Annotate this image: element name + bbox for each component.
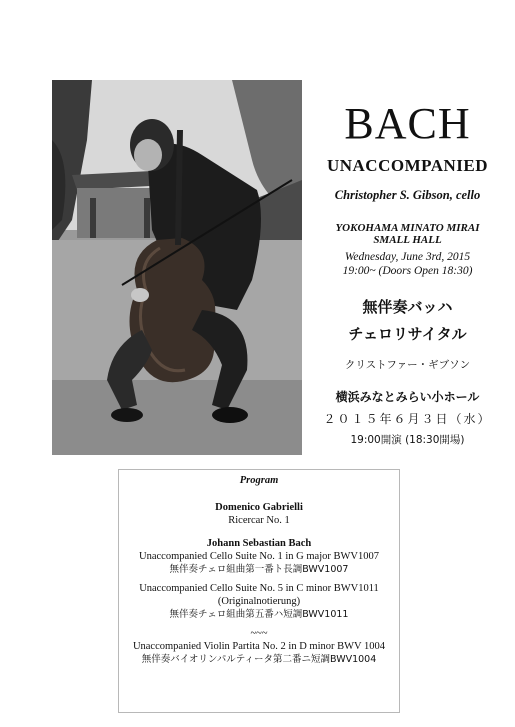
piece-partita-en: Unaccompanied Violin Partita No. 2 in D minor BWV 1004 xyxy=(132,641,386,652)
event-date: Wednesday, June 3rd, 2015 xyxy=(344,251,471,263)
poster-subtitle: UNACCOMPANIED xyxy=(326,156,489,175)
piece-suite5-jp: 無伴奏チェロ組曲第五番ハ短調BWV1011 xyxy=(169,609,349,620)
poster-title: BACH xyxy=(344,99,471,148)
piece-ricercar: Ricercar No. 1 xyxy=(228,515,290,526)
jp-time: 19:00開演 (18:30開場) xyxy=(350,434,465,446)
performer-name: Christopher S. Gibson, cello xyxy=(334,188,481,202)
program-separator: ~~~ xyxy=(250,628,268,639)
jp-venue: 横浜みなとみらい小ホール xyxy=(335,390,480,404)
composer-bach: Johann Sebastian Bach xyxy=(206,538,312,549)
piece-partita-jp: 無伴奏バイオリンパルティータ第二番ニ短調BWV1004 xyxy=(141,654,377,665)
piece-suite5-en: Unaccompanied Cello Suite No. 5 in C minor BWV1011 xyxy=(139,583,379,594)
venue-name xyxy=(305,222,510,246)
event-datetime xyxy=(305,250,510,278)
venue-line-1: YOKOHAMA MINATO MIRAI xyxy=(335,222,480,234)
jp-title-2: チェロリサイタル xyxy=(348,325,467,343)
jp-performer: クリストファー・ギブソン xyxy=(344,359,471,371)
program-heading: Program xyxy=(239,475,279,486)
composer-gabrielli: Domenico Gabrielli xyxy=(215,502,303,513)
venue-line-2: SMALL HALL xyxy=(373,234,442,246)
event-time: 19:00~ (Doors Open 18:30) xyxy=(342,265,473,277)
piece-suite5-note: (Originalnotierung) xyxy=(217,596,301,607)
jp-title-1: 無伴奏バッハ xyxy=(362,298,453,316)
jp-date: ２０１５年６月３日（水） xyxy=(323,412,492,426)
piece-suite1-en: Unaccompanied Cello Suite No. 1 in G major BWV1007 xyxy=(139,551,379,562)
cellist-photo xyxy=(52,80,302,455)
program-box xyxy=(118,469,400,713)
piece-suite1-jp: 無伴奏チェロ組曲第一番ト長調BWV1007 xyxy=(169,564,349,575)
